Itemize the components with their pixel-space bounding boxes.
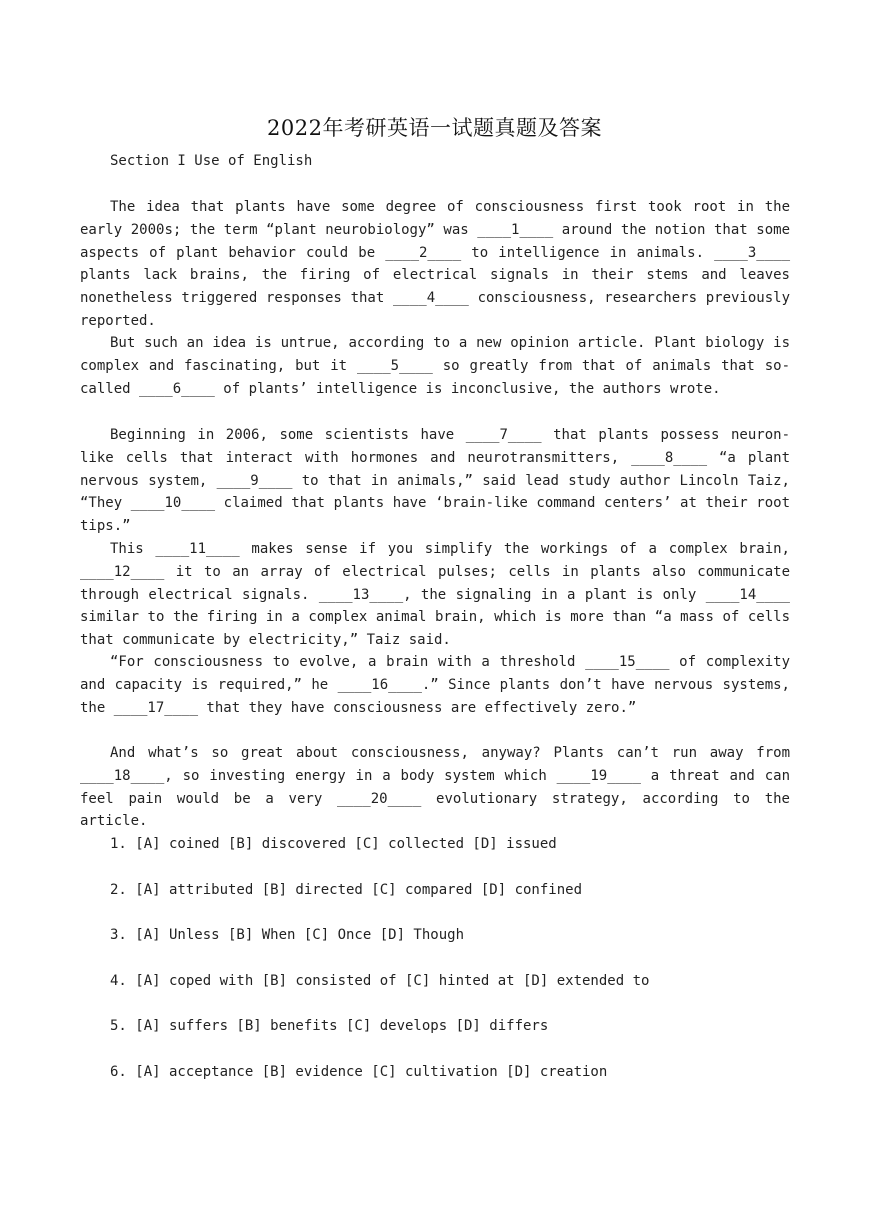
question-option-1: 1. [A] coined [B] discovered [C] collected [D] issued (110, 836, 557, 852)
question-option-3: 3. [A] Unless [B] When [C] Once [D] Though (110, 927, 465, 943)
passage-paragraph-3: Beginning in 2006, some scientists have ____7____ that plants possess neuron-like cells that interact with hormones and neurotransmitters, ____8____ “a plant nervous system, ____9____ to that in animals,” said lead study author Lincoln Taiz, “They ____10____ claimed that plants have ‘brain-like command centers’ at their root tips.” (80, 427, 790, 535)
page-title: 2022年考研英语一试题真题及答案 (267, 116, 602, 140)
passage-paragraph-6: And what’s so great about consciousness, anyway? Plants can’t run away from ____18____, so investing energy in a body system which ____19____ a threat and can feel pain would be a very ____20____ evolutionary strategy, according to the article. (80, 745, 790, 830)
passage-paragraph-2: But such an idea is untrue, according to a new opinion article. Plant biology is complex and fascinating, but it ____5____ so greatly from that of animals that so-called ____6____ of plants’ intelligence is inconclusive, the authors wrote. (80, 335, 790, 397)
section-heading: Section I Use of English (110, 153, 313, 169)
passage-paragraph-1: The idea that plants have some degree of consciousness first took root in the early 2000s; the term “plant neurobiology” was ____1____ around the notion that some aspects of plant behavior could be ____2____ to intelligence in animals. ____3____ plants lack brains, the firing of electrical signals in their stems and leaves nonetheless triggered responses that ____4____ consciousness, researchers previously reported. (80, 199, 790, 329)
question-option-2: 2. [A] attributed [B] directed [C] compared [D] confined (110, 882, 583, 898)
question-option-4: 4. [A] coped with [B] consisted of [C] hinted at [D] extended to (110, 973, 650, 989)
passage-paragraph-4: This ____11____ makes sense if you simplify the workings of a complex brain, ____12____ it to an array of electrical pulses; cells in plants also communicate through electrical signals. ____13____, the signaling in a plant is only ____14____ similar to the firing in a complex animal brain, which is more than “a mass of cells that communicate by electricity,” Taiz said. (80, 541, 790, 649)
passage-paragraph-5: “For consciousness to evolve, a brain with a threshold ____15____ of complexity and capacity is required,” he ____16____.” Since plants don’t have nervous systems, the ____17____ that they have consciousness are effectively zero.” (80, 654, 790, 716)
question-option-6: 6. [A] acceptance [B] evidence [C] cultivation [D] creation (110, 1064, 608, 1080)
question-option-5: 5. [A] suffers [B] benefits [C] develops [D] differs (110, 1018, 549, 1034)
